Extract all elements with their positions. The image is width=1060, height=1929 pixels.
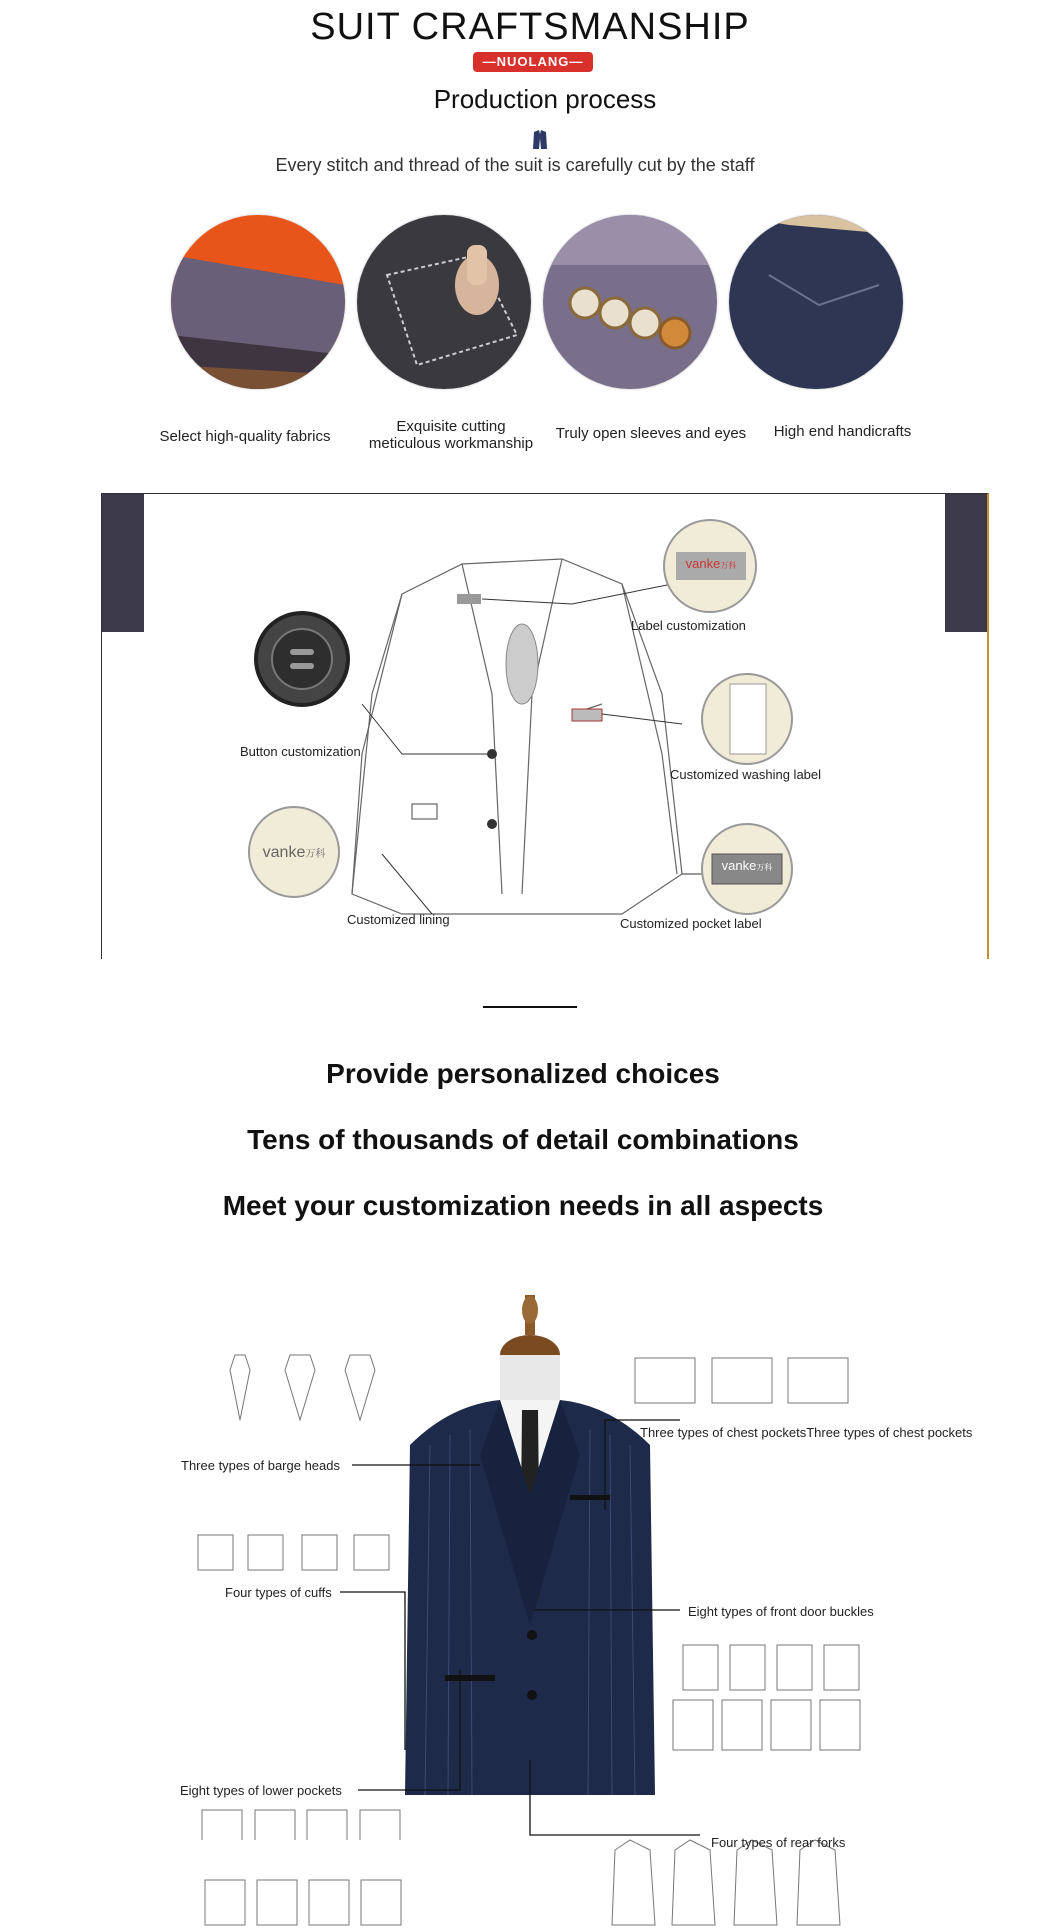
customization-diagram — [101, 493, 989, 959]
lining-label: Customized lining — [347, 912, 450, 927]
lining-brand-text: vanke万科 — [262, 844, 326, 861]
step-caption-fabrics: Select high-quality fabrics — [159, 428, 331, 445]
button-customization-label: Button customization — [240, 744, 361, 759]
washing-label-label: Customized washing label — [670, 767, 822, 782]
jacket-sketch — [102, 494, 987, 959]
statement-line-2: Tens of thousands of detail combinations — [247, 1124, 799, 1155]
statement-line-3: Meet your customization needs in all aspects — [222, 1190, 824, 1221]
step-caption-sleeves: Truly open sleeves and eyes — [555, 425, 747, 442]
cutting-photo — [357, 215, 531, 389]
divider — [483, 1006, 577, 1008]
tagline: Every stitch and thread of the suit is carefully cut by the staff — [275, 155, 755, 175]
annotation-chest-pockets: Three types of chest pocketsThree types of chest pockets — [640, 1425, 973, 1440]
brand-badge: —NUOLANG— — [473, 52, 593, 72]
annotation-front-buckles: Eight types of front door buckles — [688, 1604, 874, 1619]
page-title: SUIT CRAFTSMANSHIP — [310, 6, 750, 48]
option-sketches-bottom — [0, 1830, 1060, 1929]
statement-line-1: Provide personalized choices — [326, 1058, 720, 1089]
annotation-barge-heads: Three types of barge heads — [181, 1458, 340, 1473]
annotation-lower-pockets: Eight types of lower pockets — [180, 1783, 342, 1798]
step-caption-handicrafts: High end handicrafts — [773, 423, 912, 440]
fabric-photo — [171, 215, 345, 389]
annotation-cuffs: Four types of cuffs — [225, 1585, 332, 1600]
sleeve-buttons-photo — [543, 215, 717, 389]
pocket-brand-text: vanke万科 — [721, 858, 773, 873]
step-caption-cutting: Exquisite cutting meticulous workmanship — [368, 418, 534, 452]
label-customization-label: Label customization — [631, 618, 746, 633]
label-brand-text: vanke万科 — [685, 556, 737, 571]
handicraft-photo — [729, 215, 903, 389]
annotation-lines — [0, 1280, 1060, 1840]
section-subtitle: Production process — [433, 84, 657, 114]
pocket-label-label: Customized pocket label — [620, 916, 762, 931]
annotation-rear-forks: Four types of rear forks — [711, 1835, 846, 1850]
suit-icon — [532, 130, 548, 155]
